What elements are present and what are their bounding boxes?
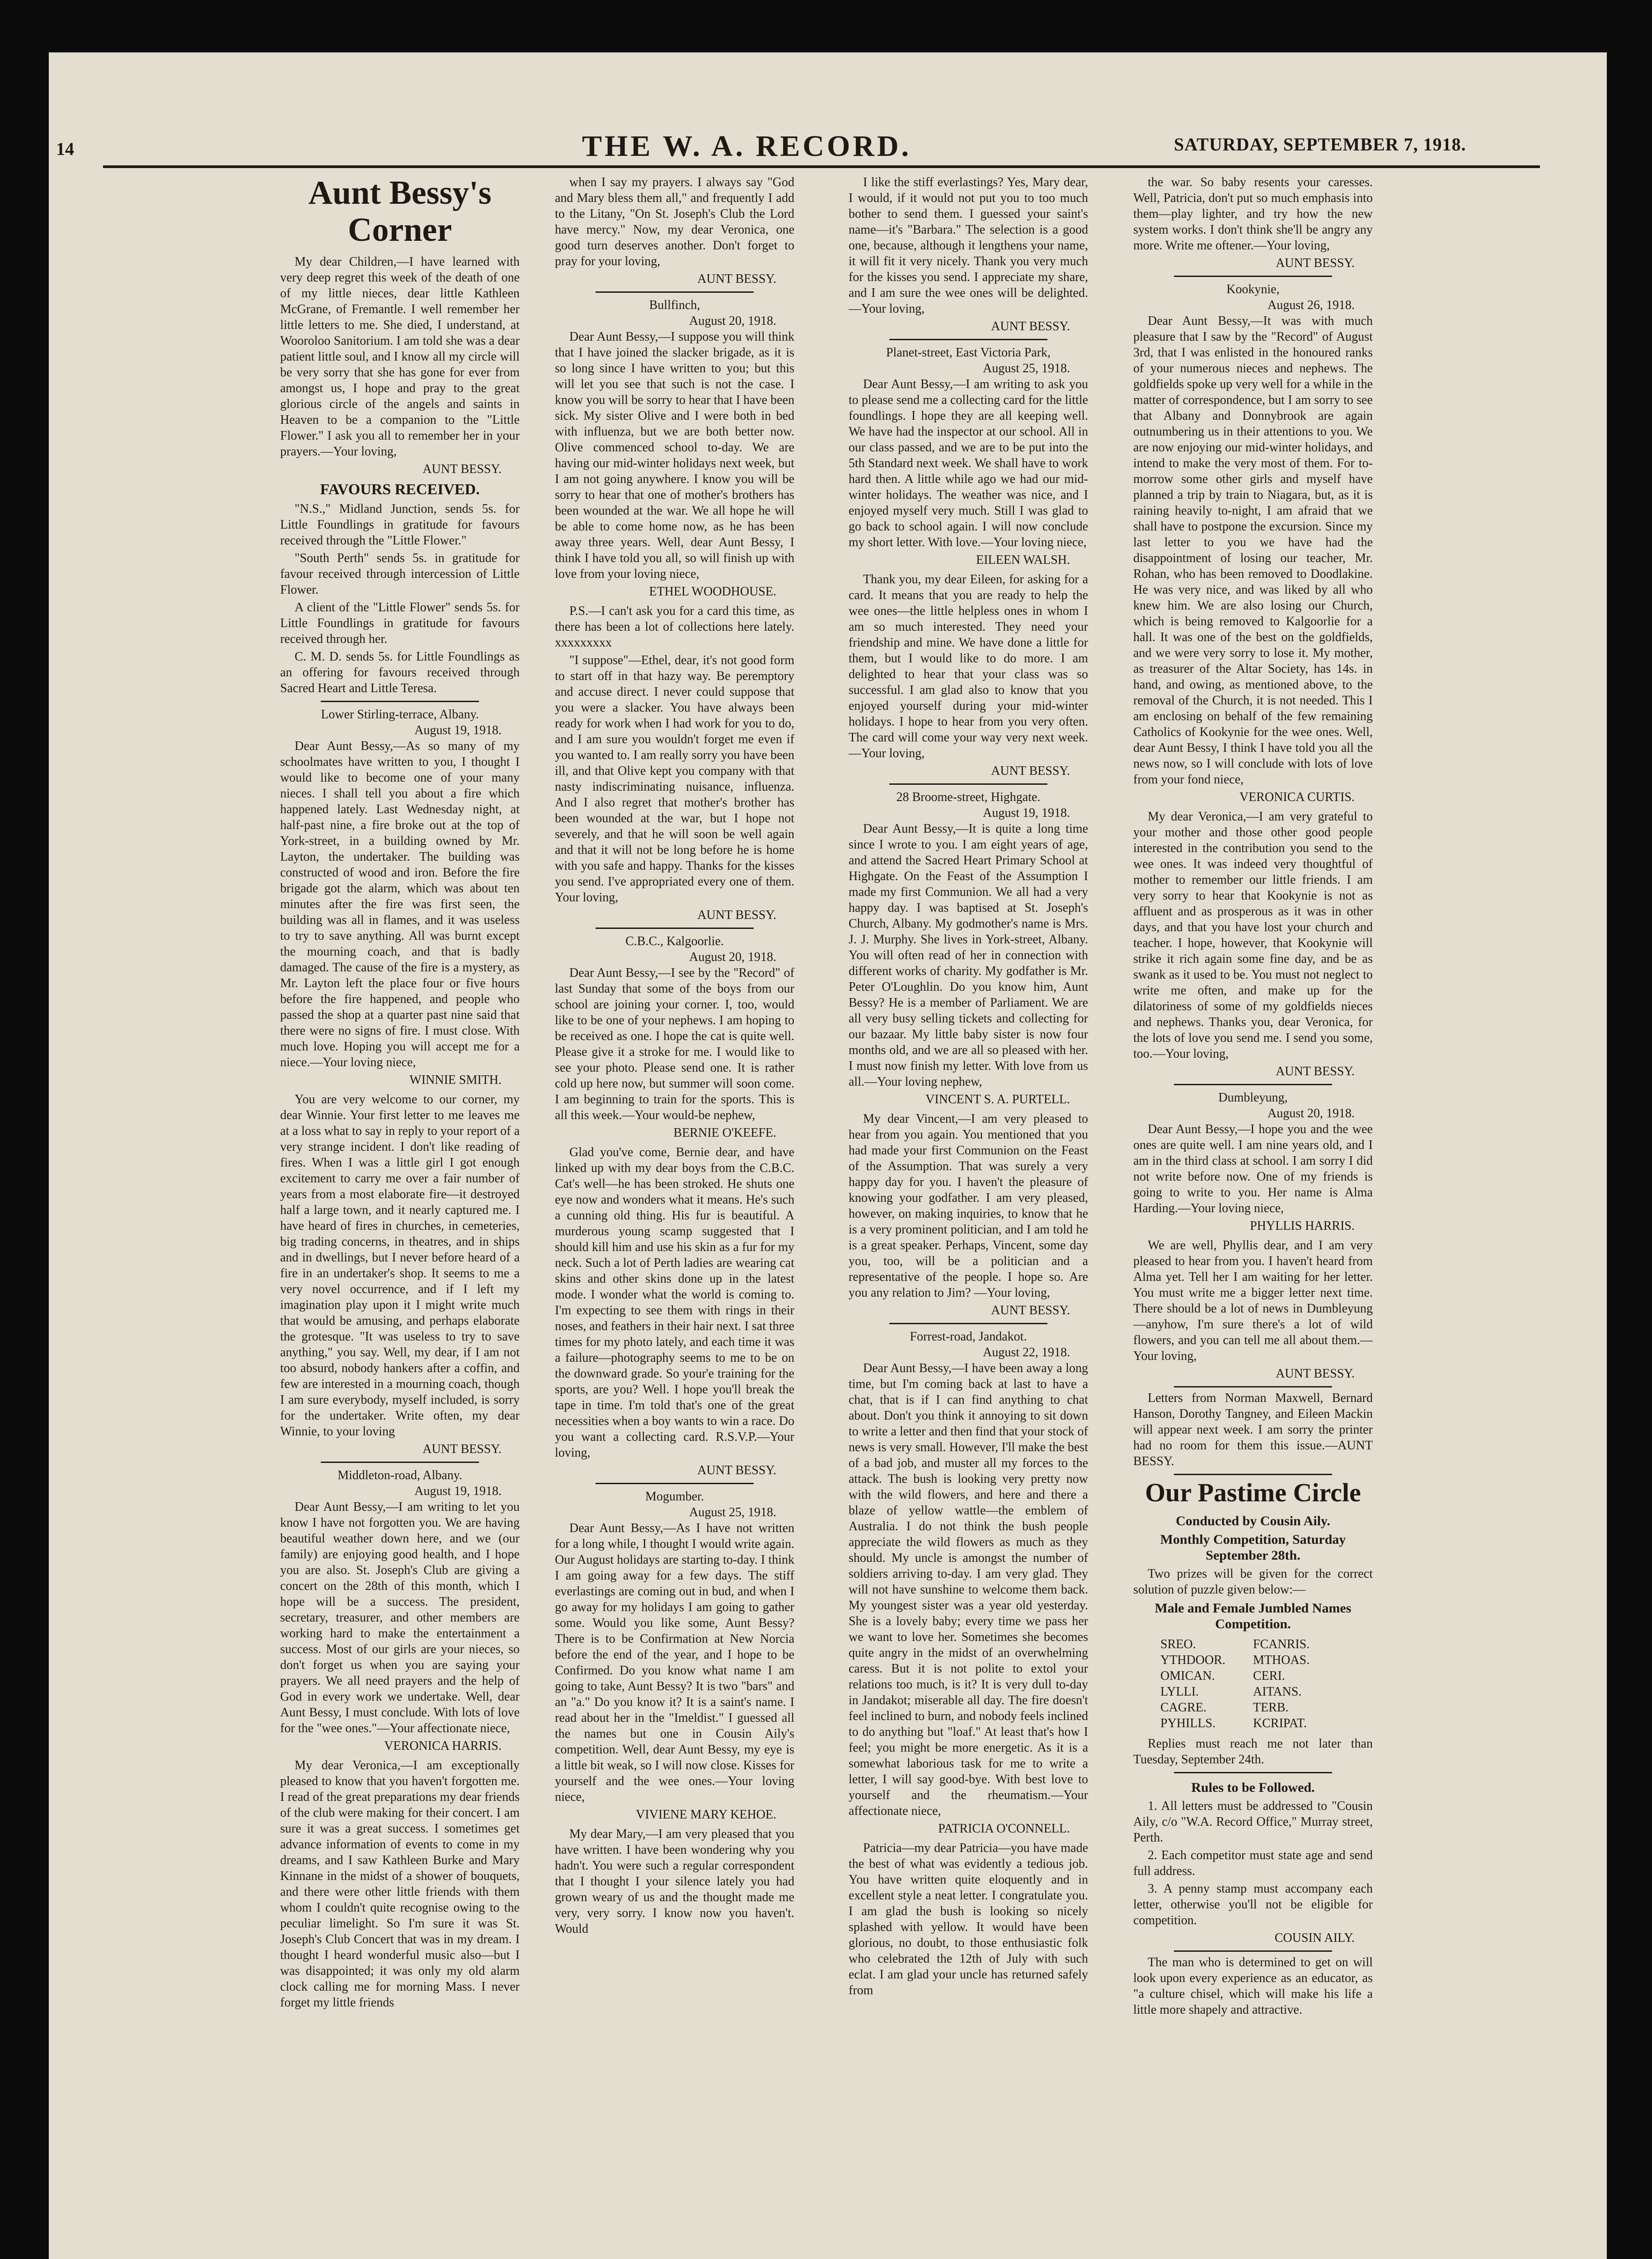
- letter-body: Dear Aunt Bessy,—It is quite a long time since I wrote to you. I am eight years of age, and attend the Sacred Heart Primary School at Highgate. On the Feast of the Assumption I made my first Communion. We all had a very happy day. I was baptised at St. Joseph's Church, Albany. My godmother's name is Mrs. J. J. Murphy. She lives in York-street, Albany. You will often read of her in connection with different works of charity. My godfather is Mr. Peter O'Loughlin. Do you know him, Aunt Bessy? He is a member of Parliament. We are all very busy selling tickets and collecting for our bazaar. My little baby sister is now four months old, and we are all so pleased with her. I must now finish my letter. With love from us all.—Your loving nephew,: [849, 822, 1088, 1089]
- closing-quote: The man who is determined to get on will look upon every experience as an educator, as "a culture chisel, which will make his life a little more shapely and attractive.: [1133, 1955, 1373, 2017]
- signature: BERNIE O'KEEFE.: [673, 1126, 776, 1140]
- page-number: 14: [56, 139, 74, 159]
- jumbled-names-grid: [1160, 1636, 1346, 1731]
- signature: VERONICA CURTIS.: [1239, 790, 1355, 804]
- letter-date: August 22, 1918.: [983, 1345, 1070, 1359]
- column-1: [280, 174, 520, 2259]
- jumbled-name: TERB.: [1253, 1701, 1289, 1715]
- letter-address: Middleton-road, Albany.: [338, 1468, 462, 1482]
- signature: AUNT BESSY.: [991, 764, 1070, 778]
- letter-date: August 20, 1918.: [689, 314, 776, 328]
- signature: VIVIENE MARY KEHOE.: [636, 1808, 776, 1822]
- divider: [321, 701, 479, 702]
- divider: [889, 339, 1047, 340]
- reply-body: My dear Vincent,—I am very pleased to hear from you again. You mentioned that you had made your first Communion on the Feast of the Assumption. That was surely a very happy day for you. I haven't the pleasure of knowing your godfather. I am very pleased, however, on making inquiries, to know that he is a very prominent politician, and I am told he is a great speaker. Perhaps, Vincent, some day you, too, will be a politician and a representative of the people. I hope so. Are you any relation to Jim? —Your loving,: [849, 1112, 1088, 1300]
- pastime-title: Our Pastime Circle: [1145, 1478, 1361, 1507]
- jumbled-name: CAGRE.: [1160, 1701, 1206, 1715]
- favour-item: "South Perth" sends 5s. in gratitude for favour received through intercession of Little Flower.: [280, 551, 520, 597]
- header-rule: [103, 165, 1540, 168]
- letter-date: August 19, 1918.: [983, 806, 1070, 820]
- jumbled-name: KCRIPAT.: [1253, 1716, 1307, 1730]
- letter-body: Dear Aunt Bessy,—It was with much pleasure that I saw by the "Record" of August 3rd, that I was enlisted in the honoured ranks of your numerous nieces and nephews. The goldfields spoke up very well for a while in the matter of correspondence, but I am sorry to see that Albany and Donnybrook are again outnumbering us in their attentions to you. We are now enjoying our mid-winter holidays, and intend to make the very most of them. For to-morrow some other girls and myself have planned a trip by train to Niagara, but, as it is raining heavily to-night, I am afraid that we shall have to postpone the excursion. Since my last letter to you we have had the disappointment of losing our teacher, Mr. Rohan, who has been removed to Doodlakine. He was very nice, and was liked by all who knew him. We are also losing our Church, which is being removed to Kalgoorlie for a hall. It was one of the best on the goldfields, and we were very sorry to lose it. My mother, as treasurer of the Altar Society, has 14s. in hand, and owing, as mentioned above, to the removal of the Church, it is not needed. This I am enclosing on behalf of the few remaining Catholics of Kookynie for the wee ones. Well, dear Aunt Bessy, I think I have told you all the news now, so I will conclude with lots of love from your fond niece,: [1133, 314, 1373, 787]
- signature: AUNT BESSY.: [991, 319, 1070, 333]
- divider: [596, 928, 754, 929]
- reply-body: Patricia—my dear Patricia—you have made the best of what was evidently a tedious job. You have written quite eloquently and in excellent style a neat letter. I congratulate you. I am glad the bush is looking so nicely splashed with yellow. It would have been glorious, no doubt, to those enthusiastic folk who celebrated the 12th of July with such eclat. I am glad your uncle has returned safely from: [849, 1841, 1088, 1997]
- jumbled-name: OMICAN.: [1160, 1669, 1215, 1683]
- favours-heading: FAVOURS RECEIVED.: [320, 481, 480, 498]
- jumbled-name: CERI.: [1253, 1669, 1285, 1683]
- letter-body: Dear Aunt Bessy,—I have been away a long time, but I'm coming back at last to have a chat, that is if I can find anything to chat about. Don't you think it annoying to sit down to write a letter and then find that your stock of news is very small. However, I'll make the best of a bad job, and muster all my forces to the attack. The bush is looking very pretty now with the wild flowers, and here and there a blaze of yellow wattle—the emblem of Australia. I do not think the bush people appreciate the wild flowers as much as they should. My uncle is amongst the number of soldiers arriving to-day. I am very glad. They will not have sunshine to welcome them back. My youngest sister was a year old yesterday. She is a lovely baby; every time we pass her we want to love her. Sometimes she becomes quite angry in the midst of an overwhelming caress. But it is not polite to extol your relations too much, is it? It is very dull to-day in Jandakot; miserable all day. The fire doesn't feel inclined to burn, and nobody feels inclined to do anything but "loaf." At least that's how I feel; you might be more energetic. As it is a somewhat laborious task for me to write a letter, I will say good-bye. With best love to yourself and the rheumatism.—Your affectionate niece,: [849, 1361, 1088, 1818]
- column-3: [849, 174, 1088, 2259]
- letter-date: August 20, 1918.: [1267, 1106, 1355, 1120]
- reply-body: Glad you've come, Bernie dear, and have linked up with my dear boys from the C.B.C. Cat's well—he has been stroked. He shuts one eye now and wonders what it means. He's such a cunning old thing. His fur is beautiful. A murderous young scamp suggested that I should kill him and use his skin as a fur for my neck. Such a lot of Perth ladies are wearing cat skins and other skins done up in the latest mode. I wonder what the world is coming to. I'm expecting to see them with rings in their noses, and feathers in their hair next. I sat three times for my photo lately, and each time it was a failure—photography seems to me to be on the downward grade. So your'e training for the sports, are you? Well. I hope you'll break the tape in time. I'm told that's one of the great necessities when a boy wants to win a race. Do you want a collecting card. R.S.V.P.—Your loving,: [555, 1145, 794, 1460]
- jumbled-name: LYLLI.: [1160, 1685, 1199, 1699]
- letter-body: Dear Aunt Bessy,—I see by the "Record" of last Sunday that some of the boys from our school are joining your corner. I, too, would like to be one of your nephews. I am hoping to be received as one. I hope the cat is quite well. Please give it a stroke for me. I would like to see your photo. Please send one. It is rather cold up here now, but summer will soon come. I am beginning to train for the sports. This is all this week.—Your would-be nephew,: [555, 966, 794, 1122]
- jumbled-name: AITANS.: [1253, 1685, 1302, 1699]
- letter-address: 28 Broome-street, Highgate.: [896, 790, 1041, 804]
- letter-body: Dear Aunt Bessy,—I am writing to ask you to please send me a collecting card for the little foundlings. I hope they are all keeping well. We have had the inspector at our school. All in our class passed, and we are to be put into the 5th Standard next week. We shall have to work hard then. A little while ago we had our mid-winter holidays. The weather was nice, and I enjoyed myself very much. Still I was glad to go back to school again. I will now conclude my short letter. With love.—Your loving niece,: [849, 377, 1088, 549]
- divider: [1174, 1386, 1332, 1387]
- divider: [596, 291, 754, 293]
- competition-heading: Monthly Competition, Saturday September 28th.: [1160, 1532, 1346, 1563]
- letter-body: Dear Aunt Bessy,—I suppose you will think that I have joined the slacker brigade, as it is so long since I have written to you; but this will let you see that such is not the case. I know you will be sorry to hear that I have been sick. My sister Olive and I were both in bed with influenza, but we are both better now. Olive commenced school to-day. We are having our mid-winter holidays next week, but I am not going anywhere. I know you will be sorry to hear that one of mother's brothers has been wounded at the war. We all hope he will be able to come home now, as he has been away three years. Well, dear Aunt Bessy, I think I have told you all, so will finish up with love from your loving niece,: [555, 330, 794, 581]
- letter-date: August 20, 1918.: [689, 950, 776, 964]
- reply-body: "I suppose"—Ethel, dear, it's not good form to start off in that hazy way. Be peremptory and accuse direct. I never could suppose that you were a slacker. You have always been ready for work when I had work for you to do, and I am sure you wouldn't forget me even if you wanted to. I am really sorry you have been ill, and that Olive kept you company with that nasty indiscriminating nuisance, influenza. And I also regret that mother's brother has been wounded at the war, but I hope not severely, and that he will soon be well again and that it will not be long before he is home with you safe and happy. Thanks for the kisses you send. I've appropriated every one of them. Your loving,: [555, 653, 794, 905]
- reply-body: My dear Veronica,—I am exceptionally pleased to know that you haven't forgotten me. I read of the great preparations my dear friends of the club were making for their concert. I am sure it was a great success. I sometimes get advance information of events to come in my dreams, and I saw Kathleen Burke and Mary Kinnane in the midst of a shower of bouquets, and there were other little friends with them whom I couldn't quite recognise owing to the peculiar limelight. So I'm sure it was St. Joseph's Club Concert that was in my dream. I thought I heard wonderful music also—but I was disappointed; it was only my old alarm clock calling me for morning Mass. I never forget my little friends: [280, 1758, 520, 2010]
- reply-body: We are well, Phyllis dear, and I am very pleased to hear from you. I haven't heard from Alma yet. Tell her I am waiting for her letter. You must write me a bigger letter next time. There should be a lot of news in Dumbleyung—anyhow, I'm sure there's a lot of wild flowers, and you can tell me all about them.—Your loving,: [1133, 1238, 1373, 1363]
- letter-date: August 25, 1918.: [689, 1505, 776, 1519]
- signature: VINCENT S. A. PURTELL.: [925, 1092, 1070, 1106]
- favour-item: C. M. D. sends 5s. for Little Foundlings as an offering for favours received through Sacred Heart and Little Teresa.: [280, 650, 520, 695]
- signature: AUNT BESSY.: [991, 1303, 1070, 1317]
- signature: COUSIN AILY.: [1274, 1931, 1355, 1945]
- editor-note: Letters from Norman Maxwell, Bernard Hanson, Dorothy Tangney, and Eileen Mackin will appear next week. I am sorry the printer had no room for them this issue.—AUNT BESSY.: [1133, 1391, 1373, 1468]
- letter-address: Bullfinch,: [649, 298, 700, 312]
- signature: AUNT BESSY.: [697, 272, 776, 286]
- divider: [889, 1323, 1047, 1324]
- rule-item: 3. A penny stamp must accompany each letter, otherwise you'll not be eligible for competition.: [1133, 1882, 1373, 1927]
- jumbled-name: FCANRIS.: [1253, 1637, 1310, 1651]
- letter-address: Forrest-road, Jandakot.: [910, 1330, 1027, 1344]
- signature: AUNT BESSY.: [422, 462, 502, 476]
- signature: EILEEN WALSH.: [976, 553, 1070, 567]
- section-title: Aunt Bessy's Corner: [308, 174, 492, 248]
- intro-letter: My dear Children,—I have learned with very deep regret this week of the death of one of my little nieces, dear little Kathleen McGrane, of Fremantle. I well remember her little letters to me. She died, I understand, at Wooroloo Sanitorium. I am told she was a dear patient little soul, and I know all my circle will be very sorry that she has gone for ever from amongst us, I hope and pray to the great glorious circle of the angels and saints in Heaven to be a companion to the "Little Flower." I ask you all to remember her in your prayers.—Your loving,: [280, 255, 520, 459]
- letter-body: Dear Aunt Bessy,—As so many of my schoolmates have written to you, I thought I would like to become one of your many nieces. I shall tell you about a fire which happened lately. Last Wednesday night, at half-past nine, a fire broke out at the top of York-street, in a building owned by Mr. Layton, the undertaker. The building was constructed of wood and iron. Before the fire brigade got the alarm, which was about ten minutes after the fire was first seen, the building was all in flames, and it was useless to try to save anything. All was burnt except the mourning coach, and that is badly damaged. The cause of the fire is a mystery, as Mr. Layton left the place four or five hours before the fire happened, and people who passed the shop at a quarter past nine said that there were no signs of fire. I must close. With much love. Hoping you will accept me for a niece.—Your loving niece,: [280, 739, 520, 1069]
- favour-item: A client of the "Little Flower" sends 5s. for Little Foundlings in gratitude for favours received through her.: [280, 600, 520, 646]
- jumbled-name: YTHDOOR.: [1160, 1653, 1225, 1667]
- jumbled-name: PYHILLS.: [1160, 1716, 1216, 1730]
- signature: AUNT BESSY.: [1276, 1367, 1355, 1381]
- letter-body: Dear Aunt Bessy,—I am writing to let you know I have not forgotten you. We are having beautiful weather down here, and we (our family) are enjoying good health, and I hope you are also. St. Joseph's Club are giving a concert on the 28th of this month, which I hope will be a success. The president, secretary, treasurer, and other members are working hard to make the entertainment a success. Most of our girls are your nieces, so don't forget us when you are saying your prayers. We all need prayers and the help of God in every work we undertake. Well, dear Aunt Bessy, I must conclude. With lots of love for the "wee ones."—Your affectionate niece,: [280, 1500, 520, 1735]
- signature: PATRICIA O'CONNELL.: [938, 1822, 1070, 1836]
- signature: AUNT BESSY.: [697, 1463, 776, 1477]
- divider: [1174, 1474, 1332, 1475]
- signature: ETHEL WOODHOUSE.: [649, 585, 776, 599]
- rule-item: 2. Each competitor must state age and send full address.: [1133, 1848, 1373, 1878]
- pastime-byline: Conducted by Cousin Aily.: [1176, 1514, 1330, 1528]
- reply-body: You are very welcome to our corner, my dear Winnie. Your first letter to me leaves me at a loss what to say in reply to your report of a very strange incident. I don't like reading of fires. When I was a little girl I got enough excitement to carry me over a fair number of years from a most elaborate fire—it destroyed half a large town, and it nearly captured me. I have heard of fires in churches, in cemeteries, big trading concerns, in theatres, and in ships and in dwellings, but I never before heard of a fire in an undertaker's shop. It seems to me a very novel occurrence, and if I left my imagination play upon it I might write much that would be amusing, and perhaps elaborate the grotesque. "It was useless to try to save anything," you say. Well, my dear, if I am not too absurd, nobody hankers after a coffin, and few are interested in a mourning coach, though I am sure everybody, myself included, is sorry for the undertaker. Write often, my dear Winnie, to your loving: [280, 1092, 520, 1439]
- reply-body: Thank you, my dear Eileen, for asking for a card. It means that you are ready to help the wee ones—the little helpless ones in whom I am so much interested. They need your friendship and mine. We have done a little for them, but I would like to do more. I am delighted to hear that your class was so successful. I am glad also to know that you enjoyed yourself during your mid-winter holidays. I hope to hear from you very often. The card will come your way very next week.—Your loving,: [849, 572, 1088, 760]
- letter-address: Planet-street, East Victoria Park,: [886, 346, 1051, 360]
- letter-body: Dear Aunt Bessy,—As I have not written for a long while, I thought I would write again. Our August holidays are starting to-day. I think I am going away for a few days. The stiff everlastings are coming out in bud, and when I go away for my holidays I am going to gather some. Would you like some, Aunt Bessy? There is to be Confirmation at New Norcia before the end of the year, and I hope to be Confirmed. Do you know what name I am going to take, Aunt Bessy? It is two "bars" and an "a." Do you know it? It is a saint's name. I read about her in the "Imeldist." I guessed all the names but one in Cousin Aily's competition. Well, dear Aunt Bessy, my eye is a little bit weak, so I will now close. Kisses for yourself and the wee ones.—Your loving niece,: [555, 1521, 794, 1804]
- rules-heading: Rules to be Followed.: [1191, 1780, 1315, 1795]
- signature: PHYLLIS HARRIS.: [1250, 1219, 1355, 1233]
- divider: [889, 783, 1047, 785]
- letter-date: August 26, 1918.: [1267, 298, 1355, 312]
- letter-address: Kookynie,: [1226, 282, 1280, 296]
- letter-date: August 19, 1918.: [414, 1484, 502, 1498]
- letter-address: C.B.C., Kalgoorlie.: [625, 934, 724, 948]
- letter-date: August 19, 1918.: [414, 723, 502, 737]
- jumbled-name: MTHOAS.: [1253, 1653, 1310, 1667]
- favour-item: "N.S.," Midland Junction, sends 5s. for Little Foundlings in gratitude for favours received through the "Little Flower.": [280, 502, 520, 548]
- rule-item: 1. All letters must be addressed to "Cousin Aily, c/o "W.A. Record Office," Murray street, Perth.: [1133, 1799, 1373, 1845]
- column-4: [1133, 174, 1373, 2259]
- reply-body: My dear Mary,—I am very pleased that you have written. I have been wondering why you hadn't. You were such a regular correspondent that I thought I your silence lately you had grown weary of us and the thought made me very, very sorry. I know now you haven't. Would: [555, 1827, 794, 1936]
- divider: [1174, 1950, 1332, 1952]
- signature: VERONICA HARRIS.: [384, 1739, 502, 1753]
- reply-continued: when I say my prayers. I always say "God and Mary bless them all," and frequently I add to the Litany, "On St. Joseph's Club the Lord have mercy." Now, my dear Veronica, one good turn deserves another. Don't forget to pray for your loving,: [555, 175, 794, 268]
- letter-date: August 25, 1918.: [983, 361, 1070, 375]
- divider: [1174, 1772, 1332, 1773]
- masthead: THE W. A. RECORD.: [582, 130, 912, 163]
- letter-body: Dear Aunt Bessy,—I hope you and the wee ones are quite well. I am nine years old, and I am in the third class at school. I am sorry I did not write before now. One of my friends is going to write to you. Her name is Alma Harding.—Your loving niece,: [1133, 1122, 1373, 1215]
- competition-subheading: Male and Female Jumbled Names Competition.: [1155, 1601, 1352, 1631]
- letter-address: Dumbleyung,: [1218, 1091, 1288, 1105]
- letter-address: Mogumber.: [645, 1490, 704, 1504]
- signature: AUNT BESSY.: [697, 908, 776, 922]
- column-2: [555, 174, 794, 2259]
- signature: AUNT BESSY.: [1276, 1064, 1355, 1078]
- issue-date: SATURDAY, SEPTEMBER 7, 1918.: [1174, 134, 1466, 155]
- divider: [1174, 1084, 1332, 1085]
- reply-continued: I like the stiff everlastings? Yes, Mary dear, I would, if it would not put you to too much bother to send them. I guessed your saint's name—it's "Barbara." The selection is a good one, because, although it lengthens your name, it will fit it very nicely. Thank you very much for the kisses you send. I appreciate my share, and I am sure the wee ones will be delighted.—Your loving,: [849, 175, 1088, 316]
- reply-body: My dear Veronica,—I am very grateful to your mother and those other good people interested in the contribution you send to the wee ones. It was indeed very thoughtful of mother to remember our little friends. I am very sorry to hear that Kookynie is not as affluent and as prosperous as it was in other days, and that you have lost your church and teacher. I hope, however, that Kookynie will strike it rich again some fine day, and be as swank as it used to be. You must not neglect to write me often, and make up for the dilatoriness of some of my goldfields nieces and nephews. Thanks you, dear Veronica, for the lots of love you send me. I send you some, too.—Your loving,: [1133, 810, 1373, 1061]
- divider: [596, 1483, 754, 1484]
- competition-text: Two prizes will be given for the correct solution of puzzle given below:—: [1133, 1567, 1373, 1597]
- divider: [1174, 276, 1332, 277]
- signature: WINNIE SMITH.: [409, 1073, 502, 1087]
- divider: [321, 1462, 479, 1463]
- reply-continued: the war. So baby resents your caresses. Well, Patricia, don't put so much emphasis into them—play lighter, and try how the new system works. I don't think she'll be angry any more. Write me oftener.—Your loving,: [1133, 175, 1373, 253]
- replies-deadline: Replies must reach me not later than Tuesday, September 24th.: [1133, 1737, 1373, 1767]
- signature: AUNT BESSY.: [1276, 256, 1355, 270]
- signature: AUNT BESSY.: [422, 1442, 502, 1456]
- newspaper-page: [49, 52, 1607, 2259]
- postscript: P.S.—I can't ask you for a card this time, as there has been a lot of collections here lately. xxxxxxxxx: [555, 604, 794, 650]
- jumbled-name: SREO.: [1160, 1637, 1196, 1651]
- letter-address: Lower Stirling-terrace, Albany.: [321, 708, 479, 722]
